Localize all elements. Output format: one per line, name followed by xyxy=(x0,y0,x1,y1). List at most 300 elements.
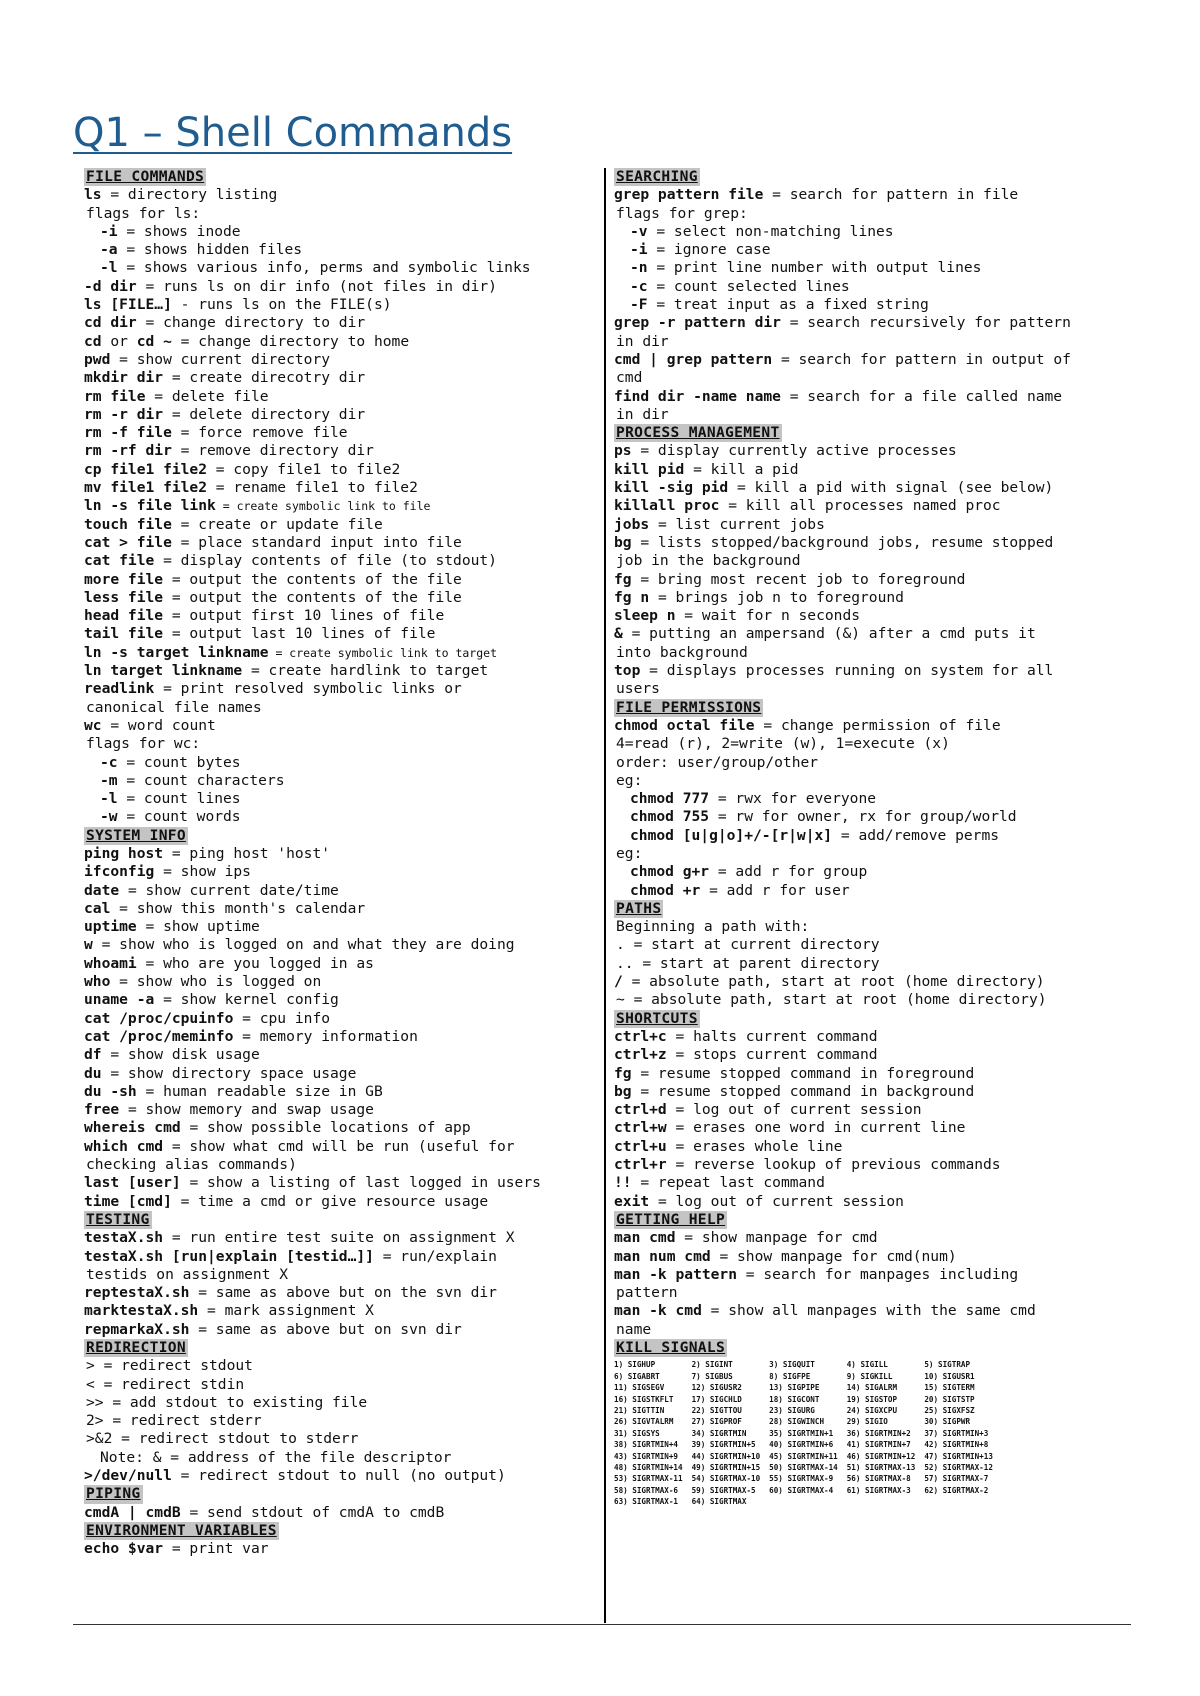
command: testaX.sh xyxy=(84,1229,164,1247)
command-line xyxy=(84,1193,599,1211)
command: exit xyxy=(614,1192,650,1210)
page-title: Q1 – Shell Commands xyxy=(73,110,513,156)
command-line xyxy=(614,461,1134,479)
kill-signal-row xyxy=(614,1405,1002,1416)
command-description: = displays processes running on system for all xyxy=(640,662,1054,680)
command: kill -sig pid xyxy=(614,479,729,497)
command-description: = erases whole line xyxy=(666,1137,843,1155)
command-description: = rename file1 to file2 xyxy=(207,479,418,497)
kill-signal-cell: 60) SIGRTMAX-4 xyxy=(769,1485,834,1495)
kill-signal-cell: 51) SIGRTMAX-13 xyxy=(846,1462,916,1472)
command: top xyxy=(614,662,641,680)
command: jobs xyxy=(614,515,650,533)
kill-signal-cell: 27) SIGPROF xyxy=(691,1417,742,1427)
command: man -k pattern xyxy=(614,1265,738,1283)
command: -n xyxy=(630,259,648,277)
command-line xyxy=(84,680,599,698)
kill-signal-cell: 42) SIGRTMIN+8 xyxy=(924,1440,989,1450)
command: date xyxy=(84,881,120,899)
section-heading: PATHS xyxy=(616,899,662,917)
section-shortcuts xyxy=(614,1010,1134,1028)
section-heading: SYSTEM INFO xyxy=(86,826,186,844)
command: / xyxy=(614,973,623,991)
kill-signal-cell: 18) SIGCONT xyxy=(769,1394,820,1404)
command-line xyxy=(614,351,1134,369)
command: cat > file xyxy=(84,533,172,551)
command-description: = putting an ampersand (&) after a cmd puts it xyxy=(622,625,1036,643)
command-line xyxy=(84,1284,599,1302)
command-line xyxy=(614,516,1134,534)
command: -a xyxy=(100,241,118,259)
kill-signal-cell xyxy=(924,1496,1002,1507)
command: sleep n xyxy=(614,607,676,625)
command-description: = show directory space usage xyxy=(101,1064,357,1082)
command: chmod octal file xyxy=(614,716,755,734)
section-heading: KILL SIGNALS xyxy=(616,1339,726,1356)
section-heading: PROCESS MANAGEMENT xyxy=(616,424,780,442)
command-description: = human readable size in GB xyxy=(136,1082,383,1100)
kill-signal-cell: 2) SIGINT xyxy=(691,1360,733,1370)
command: fg n xyxy=(614,588,650,606)
command-line xyxy=(84,259,599,277)
right-lines xyxy=(614,168,1134,1357)
command: cd dir xyxy=(84,314,137,332)
command-line xyxy=(614,1083,1134,1101)
command-line xyxy=(84,790,599,808)
command-description: or xyxy=(101,332,137,350)
command-line xyxy=(614,388,1134,406)
command: chmod g+r xyxy=(630,863,710,881)
command-description: = show who is logged on xyxy=(110,973,322,991)
command-description: = force remove file xyxy=(171,424,348,442)
kill-signal-cell: 35) SIGRTMIN+1 xyxy=(769,1428,834,1438)
command: -d dir xyxy=(84,277,137,295)
command-line xyxy=(84,918,599,936)
command-line xyxy=(614,717,1134,735)
kill-signal-cell: 54) SIGRTMAX-10 xyxy=(691,1474,761,1484)
column-divider xyxy=(604,168,606,1623)
command: bg xyxy=(614,1082,632,1100)
kill-signal-cell: 50) SIGRTMAX-14 xyxy=(769,1462,838,1472)
kill-signal-cell: 36) SIGRTMIN+2 xyxy=(846,1428,911,1438)
command-description: = erases one word in current line xyxy=(666,1119,966,1137)
command-line xyxy=(84,296,599,314)
command-line xyxy=(84,1101,599,1119)
section-heading: SEARCHING xyxy=(616,168,698,185)
section-heading: FILE COMMANDS xyxy=(86,168,205,185)
command: whoami xyxy=(84,954,137,972)
left-column xyxy=(84,168,599,1559)
kill-signal-cell: 6) SIGABRT xyxy=(614,1371,660,1381)
command-line xyxy=(84,1046,599,1064)
text-line: users xyxy=(616,680,660,698)
command-description: = place standard input into file xyxy=(171,533,462,551)
command-line xyxy=(84,516,599,534)
command-line xyxy=(84,241,599,259)
command-description: = shows inode xyxy=(117,222,241,240)
command-description: = add r for group xyxy=(709,863,868,881)
command: which cmd xyxy=(84,1137,164,1155)
text-line: order: user/group/other xyxy=(616,753,819,771)
kill-signal-cell xyxy=(847,1496,925,1507)
kill-signal-row xyxy=(614,1485,1002,1496)
command-description: = search for pattern in file xyxy=(763,186,1019,204)
command-description: = log out of current session xyxy=(649,1192,904,1210)
section-kill-signals xyxy=(614,1339,1134,1357)
command-line xyxy=(84,644,599,662)
command: -c xyxy=(630,277,648,295)
command-description: = runs ls on dir info (not files in dir) xyxy=(136,277,497,295)
command-description: = log out of current session xyxy=(666,1101,922,1119)
command-description: = show uptime xyxy=(136,918,260,936)
command-description: = treat input as a fixed string xyxy=(647,296,929,314)
kill-signal-cell: 7) SIGBUS xyxy=(691,1371,733,1381)
command: ifconfig xyxy=(84,863,155,881)
command: find dir -name name xyxy=(614,387,781,405)
command-description: = output last 10 lines of file xyxy=(163,625,436,643)
command-description: = directory listing xyxy=(101,186,278,204)
text-line: Note: & = address of the file descriptor xyxy=(100,1448,452,1466)
command: ctrl+d xyxy=(614,1101,667,1119)
command-line xyxy=(84,717,599,735)
command-line xyxy=(84,461,599,479)
command-description: = kill a pid with signal (see below) xyxy=(728,479,1054,497)
command-description: = reverse lookup of previous commands xyxy=(666,1156,1001,1174)
command: fg xyxy=(614,570,632,588)
command: w xyxy=(84,936,93,954)
section-heading: TESTING xyxy=(86,1210,150,1228)
command-line xyxy=(84,772,599,790)
kill-signal-cell: 15) SIGTERM xyxy=(924,1383,975,1393)
command-description: = show current date/time xyxy=(119,881,339,899)
command-line xyxy=(84,406,599,424)
kill-signal-cell: 26) SIGVTALRM xyxy=(614,1417,674,1427)
command: man cmd xyxy=(614,1229,676,1247)
kill-signal-cell: 20) SIGTSTP xyxy=(924,1394,975,1404)
command-line xyxy=(614,863,1134,881)
command: rm -f file xyxy=(84,424,172,442)
text-line: 4=read (r), 2=write (w), 1=execute (x) xyxy=(616,735,950,753)
command-description: - runs ls on the FILE(s) xyxy=(171,296,392,314)
command-description: = memory information xyxy=(233,1027,418,1045)
command-line xyxy=(614,186,1134,204)
command-description: = search for a file called name xyxy=(780,387,1063,405)
command: ln -s target linkname xyxy=(84,643,269,661)
command-description: = run entire test suite on assignment X xyxy=(163,1229,515,1247)
command-description: = count selected lines xyxy=(647,277,850,295)
section-searching xyxy=(614,168,1134,186)
kill-signal-cell: 16) SIGSTKFLT xyxy=(614,1394,674,1404)
command-description: = output the contents of the file xyxy=(163,588,462,606)
command: who xyxy=(84,973,111,991)
kill-signal-cell: 39) SIGRTMIN+5 xyxy=(691,1440,756,1450)
kill-signal-cell: 64) SIGRTMAX xyxy=(691,1497,747,1507)
command-line xyxy=(84,754,599,772)
command: whereis cmd xyxy=(84,1119,181,1137)
command: -l xyxy=(100,790,118,808)
command: -w xyxy=(100,808,118,826)
kill-signal-cell: 56) SIGRTMAX-8 xyxy=(846,1474,911,1484)
command-description: = create hardlink to target xyxy=(242,662,489,680)
command-description: = show all manpages with the same cmd xyxy=(701,1302,1036,1320)
command-line xyxy=(614,1302,1134,1320)
command-line xyxy=(614,1119,1134,1137)
section-heading: SHORTCUTS xyxy=(616,1009,698,1027)
kill-signal-cell: 55) SIGRTMAX-9 xyxy=(769,1474,834,1484)
kill-signal-cell: 30) SIGPWR xyxy=(924,1417,971,1427)
section-file-permissions xyxy=(614,699,1134,717)
command: -v xyxy=(630,222,648,240)
command-description: = shows hidden files xyxy=(117,241,303,259)
command-description: = show what cmd will be run (useful for xyxy=(163,1137,515,1155)
command-description: = count words xyxy=(117,808,241,826)
section-heading: GETTING HELP xyxy=(616,1210,726,1228)
command-line xyxy=(84,1248,599,1266)
command: df xyxy=(84,1046,102,1064)
command-description: = search for manpages including xyxy=(737,1265,1019,1283)
command-description: = display contents of file (to stdout) xyxy=(154,552,497,570)
text-line: flags for grep: xyxy=(616,204,748,222)
kill-signal-cell: 52) SIGRTMAX-12 xyxy=(924,1462,993,1472)
command: more file xyxy=(84,570,164,588)
command-line xyxy=(84,278,599,296)
command-description: = list current jobs xyxy=(649,515,825,533)
command-line xyxy=(84,845,599,863)
command-description: = resume stopped command in foreground xyxy=(631,1064,975,1082)
command-line xyxy=(614,571,1134,589)
command-line xyxy=(84,1065,599,1083)
command: head file xyxy=(84,607,164,625)
command-line xyxy=(614,1028,1134,1046)
command-description: = mark assignment X xyxy=(198,1302,374,1320)
kill-signal-cell: 46) SIGRTMIN+12 xyxy=(846,1451,916,1461)
command: cat file xyxy=(84,552,155,570)
command-line xyxy=(84,1321,599,1339)
command: ls [FILE…] xyxy=(84,296,172,314)
command-description: = output the contents of the file xyxy=(163,570,462,588)
command: time [cmd] xyxy=(84,1192,172,1210)
command-description: = lists stopped/background jobs, resume stopped xyxy=(631,533,1054,551)
section-heading: FILE PERMISSIONS xyxy=(616,698,762,716)
text-line: >&2 = redirect stdout to stderr xyxy=(86,1430,359,1448)
kill-signal-cell: 47) SIGRTMIN+13 xyxy=(924,1451,993,1461)
command-line xyxy=(84,1229,599,1247)
kill-signal-cell: 28) SIGWINCH xyxy=(769,1417,825,1427)
kill-signal-cell: 4) SIGILL xyxy=(846,1360,888,1370)
command-line xyxy=(614,1156,1134,1174)
command-line xyxy=(614,662,1134,680)
kill-signal-cell: 58) SIGRTMAX-6 xyxy=(614,1485,679,1495)
command: last [user] xyxy=(84,1174,181,1192)
command-description: = same as above but on the svn dir xyxy=(189,1284,497,1302)
command: >/dev/null xyxy=(84,1467,172,1485)
kill-signal-cell: 17) SIGCHLD xyxy=(691,1394,742,1404)
command: -i xyxy=(630,241,648,259)
command: cp file1 file2 xyxy=(84,460,208,478)
kill-signal-cell: 43) SIGRTMIN+9 xyxy=(614,1451,679,1461)
command-description: = wait for n seconds xyxy=(675,607,861,625)
kill-signal-cell: 23) SIGURG xyxy=(769,1405,815,1415)
command-description: = rw for owner, rx for group/world xyxy=(709,808,1017,826)
command: chmod 755 xyxy=(630,808,710,826)
command-description: = stops current command xyxy=(666,1046,878,1064)
command-line xyxy=(84,1540,599,1558)
command-description: = brings job n to foreground xyxy=(649,588,904,606)
kill-signal-cell: 59) SIGRTMAX-5 xyxy=(691,1485,756,1495)
command: bg xyxy=(614,533,632,551)
command-line xyxy=(614,241,1134,259)
command-description: = show kernel config xyxy=(154,991,339,1009)
section-heading: ENVIRONMENT VARIABLES xyxy=(86,1521,277,1539)
command: pwd xyxy=(84,350,111,368)
command-description: = word count xyxy=(101,716,216,734)
command-line xyxy=(84,1174,599,1192)
command: chmod 777 xyxy=(630,790,710,808)
command: mkdir dir xyxy=(84,369,164,387)
command-description: = absolute path, start at root (home directory) xyxy=(622,973,1045,991)
kill-signal-row xyxy=(614,1462,1002,1473)
command: rm -rf dir xyxy=(84,442,172,460)
kill-signal-cell: 10) SIGUSR1 xyxy=(924,1371,975,1381)
command-line xyxy=(84,351,599,369)
command-description: = show manpage for cmd xyxy=(675,1229,878,1247)
command-description: = search recursively for pattern xyxy=(780,314,1071,332)
command-description: = bring most recent job to foreground xyxy=(631,570,966,588)
command-description: = count characters xyxy=(117,771,285,789)
command-description: = ping host 'host' xyxy=(163,844,331,862)
kill-signal-cell: 14) SIGALRM xyxy=(846,1383,898,1393)
command-line xyxy=(84,1302,599,1320)
section-environment-variables xyxy=(84,1522,599,1540)
kill-signal-cell: 48) SIGRTMIN+14 xyxy=(614,1462,683,1472)
command-line xyxy=(84,973,599,991)
command: cmdA | cmdB xyxy=(84,1503,181,1521)
kill-signal-cell: 62) SIGRTMAX-2 xyxy=(924,1485,989,1495)
command-description: = show who is logged on and what they are doing xyxy=(92,936,515,954)
command-description: = delete file xyxy=(145,387,269,405)
command-description: = repeat last command xyxy=(631,1174,825,1192)
command: & xyxy=(614,625,623,643)
command-line xyxy=(614,790,1134,808)
command: reptestaX.sh xyxy=(84,1284,190,1302)
command: tail file xyxy=(84,625,164,643)
kill-signal-cell: 5) SIGTRAP xyxy=(924,1360,971,1370)
kill-signal-cell: 25) SIGXFSZ xyxy=(924,1405,975,1415)
command-line xyxy=(84,424,599,442)
text-line: < = redirect stdin xyxy=(86,1375,245,1393)
command-description: = redirect stdout to null (no output) xyxy=(171,1467,506,1485)
command-line xyxy=(84,442,599,460)
command-line xyxy=(84,314,599,332)
command-line xyxy=(84,589,599,607)
command-line xyxy=(614,827,1134,845)
command: echo $var xyxy=(84,1540,164,1558)
command-line xyxy=(84,991,599,1009)
command: du -sh xyxy=(84,1082,137,1100)
command-description: = show ips xyxy=(154,863,251,881)
command: ls xyxy=(84,186,102,204)
command: chmod [u|g|o]+/-[r|w|x] xyxy=(630,826,833,844)
kill-signal-cell: 41) SIGRTMIN+7 xyxy=(846,1440,911,1450)
command-description: = output first 10 lines of file xyxy=(163,607,445,625)
kill-signal-cell: 34) SIGRTMIN xyxy=(691,1428,747,1438)
command: rm -r dir xyxy=(84,405,164,423)
command: testaX.sh [run|explain [testid…]] xyxy=(84,1247,374,1265)
command: grep pattern file xyxy=(614,186,764,204)
text-line: in dir xyxy=(616,332,669,350)
command-line xyxy=(614,314,1134,332)
command-description: = halts current command xyxy=(666,1027,878,1045)
section-heading: PIPING xyxy=(86,1485,141,1503)
command: -l xyxy=(100,259,118,277)
text-line: . = start at current directory xyxy=(616,936,880,954)
command-line xyxy=(614,296,1134,314)
section-system-info xyxy=(84,827,599,845)
kill-signal-cell: 21) SIGTTIN xyxy=(614,1405,665,1415)
command-line xyxy=(84,571,599,589)
text-line: flags for ls: xyxy=(86,204,201,222)
command-description: = count bytes xyxy=(117,753,241,771)
command-description: = kill all processes named proc xyxy=(719,497,1001,515)
kill-signal-cell: 22) SIGTTOU xyxy=(691,1405,742,1415)
command-line xyxy=(614,259,1134,277)
command-description: = show memory and swap usage xyxy=(119,1101,374,1119)
command: -m xyxy=(100,771,118,789)
text-line: 2> = redirect stderr xyxy=(86,1412,262,1430)
command-description: = show a listing of last logged in users xyxy=(180,1174,541,1192)
text-line: > = redirect stdout xyxy=(86,1357,253,1375)
command-line xyxy=(84,479,599,497)
command-description: = create direcotry dir xyxy=(163,369,366,387)
command-line xyxy=(614,223,1134,241)
command-line xyxy=(614,1266,1134,1284)
command: free xyxy=(84,1101,120,1119)
command-description: = show disk usage xyxy=(101,1046,260,1064)
text-line: flags for wc: xyxy=(86,735,201,753)
command-description: = delete directory dir xyxy=(163,405,366,423)
command-description: = who are you logged in as xyxy=(136,954,374,972)
command-line xyxy=(84,1467,599,1485)
command-line xyxy=(84,552,599,570)
kill-signal-cell: 37) SIGRTMIN+3 xyxy=(924,1428,989,1438)
command-description: = copy file1 to file2 xyxy=(207,460,401,478)
command: ctrl+r xyxy=(614,1156,667,1174)
command-line xyxy=(614,497,1134,515)
command-line xyxy=(614,589,1134,607)
kill-signal-cell: 38) SIGRTMIN+4 xyxy=(614,1440,679,1450)
section-piping xyxy=(84,1485,599,1503)
command-description: = time a cmd or give resource usage xyxy=(171,1192,489,1210)
kill-signal-row xyxy=(614,1451,1002,1462)
command: -c xyxy=(100,753,118,771)
command: ps xyxy=(614,442,632,460)
text-line: pattern xyxy=(616,1284,678,1302)
command: readlink xyxy=(84,680,155,698)
kill-signal-cell: 11) SIGSEGV xyxy=(614,1383,665,1393)
command-description: = create symbolic link to file xyxy=(215,499,431,514)
command-line xyxy=(84,936,599,954)
command-description: = run/explain xyxy=(373,1247,497,1265)
text-line: checking alias commands) xyxy=(86,1156,297,1174)
command: man num cmd xyxy=(614,1247,711,1265)
command-line xyxy=(614,534,1134,552)
command-description: = rwx for everyone xyxy=(709,790,877,808)
kill-signal-row xyxy=(614,1371,1002,1382)
command-description: = add r for user xyxy=(700,881,850,899)
command-line xyxy=(614,882,1134,900)
kill-signal-cell: 53) SIGRTMAX-11 xyxy=(614,1474,683,1484)
kill-signal-cell: 8) SIGFPE xyxy=(769,1371,811,1381)
